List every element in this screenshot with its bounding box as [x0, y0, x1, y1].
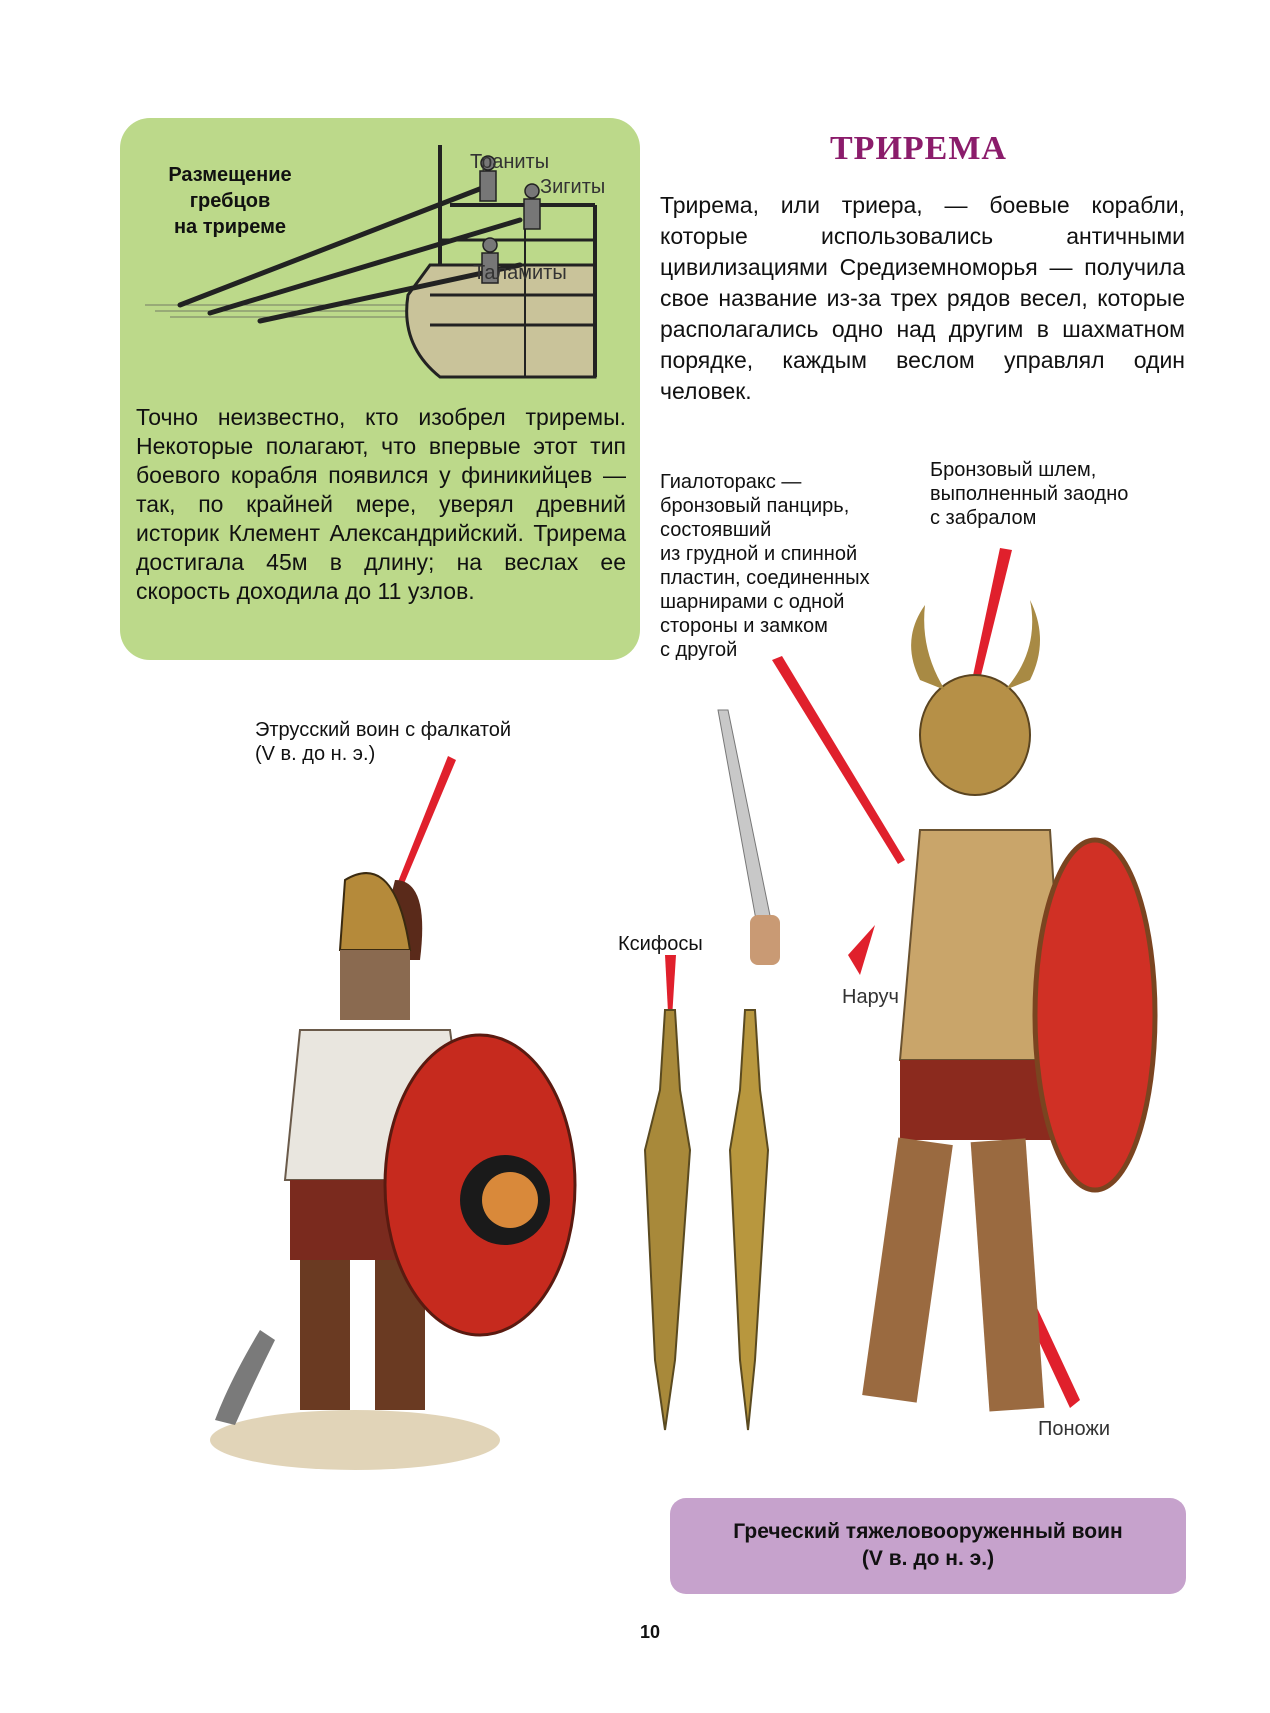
page-number: 10: [639, 1622, 661, 1642]
callout-line: Этрусский воин с фалкатой: [255, 719, 512, 741]
caption-line: (V в. до н. э.): [861, 1547, 995, 1570]
xiphos-swords-figure: [645, 1010, 768, 1430]
caption-line: Греческий тяжеловооруженный воин: [733, 1520, 1123, 1543]
gialothorax-pointer: [772, 656, 905, 864]
callout-line: (V в. до н. э.): [255, 743, 376, 765]
callout-line: состоявший: [660, 519, 772, 541]
callout-line: из грудной и спинной: [660, 543, 858, 565]
rowers-title-line: гребцов: [189, 190, 271, 212]
callout-line: шарнирами с одной: [660, 591, 845, 613]
etruscan-warrior-figure: [210, 873, 575, 1470]
bracer-pointer: [848, 925, 875, 975]
callout-line: пластин, соединенных: [660, 567, 870, 589]
rowers-title-line: Размещение: [168, 164, 292, 186]
bracer-callout: Наруч: [842, 986, 899, 1008]
callout-line: стороны и замком: [660, 615, 828, 637]
callout-line: с другой: [660, 639, 738, 661]
xiphos-callout: Ксифосы: [618, 933, 703, 955]
rowers-title-line: на триреме: [173, 216, 287, 238]
greaves-callout: Поножи: [1038, 1418, 1110, 1440]
rowers-box-text: Точно неизвестно, кто изобрел триремы. Некоторые полагают, что впервые этот тип боевого корабля появился у финикийцев — так, по крайней мере, уверял древний историк Клемент Александрийский. Трирема достигала 45м в длину; на веслах ее скорость доходила до 11 узлов.: [136, 404, 626, 604]
callout-line: Бронзовый шлем,: [930, 459, 1097, 481]
callout-line: бронзовый панцирь,: [660, 495, 850, 517]
intro-paragraph: Трирема, или триера, — боевые корабли, которые использовались античными цивилизациями Средиземноморья — получила свое название из-за трех рядов весел, которые располагались одно над другим в шахматном порядке, каждым веслом управлял один человек.: [660, 192, 1185, 404]
callout-line: Гиалоторакс —: [660, 471, 802, 493]
thalamites-label: Таламиты: [473, 262, 567, 284]
zygites-label: Зигиты: [540, 176, 606, 198]
callout-line: с забралом: [930, 507, 1037, 529]
page-title: ТРИРЕМА: [830, 130, 1007, 167]
thranites-label: Траниты: [470, 151, 550, 173]
greek-hoplite-figure: [718, 600, 1155, 1412]
greek-warrior-caption: [670, 1518, 1186, 1572]
callout-line: выполненный заодно: [930, 483, 1129, 505]
